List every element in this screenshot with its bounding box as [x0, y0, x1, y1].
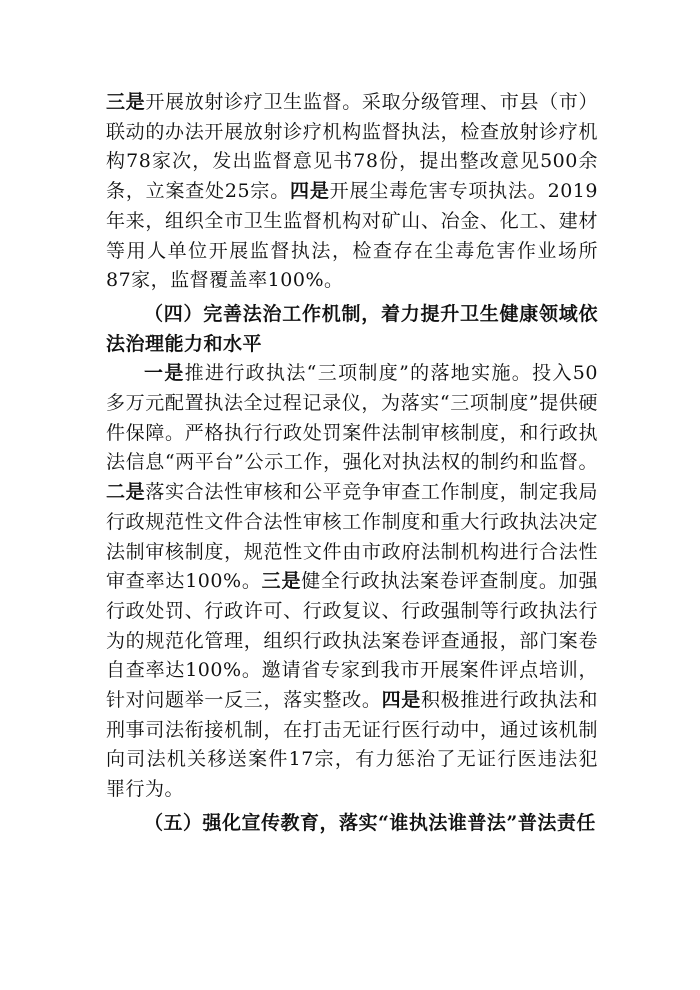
section-heading-4: （四）完善法治工作机制，着力提升卫生健康领域依法治理能力和水平	[106, 302, 598, 355]
spacer	[106, 296, 598, 298]
paragraph-radiation-dust	[106, 88, 598, 296]
text-criminal-linkage: 积极推进行政执法和刑事司法衔接机制，在打击无证行医行动中，通过该机制向司法机关移送案件17宗，有力惩治了无证行医违法犯罪行为。	[106, 689, 598, 801]
text-legality-review: 落实合法性审核和公平竞争审查工作制度，制定我局行政规范性文件合法性审核工作制度和重大行政执法决定法制审核制度，规范性文件由市政府法制机构进行合法性审查率达100%。	[106, 481, 598, 593]
text-radiation-supervision: 开展放射诊疗卫生监督。采取分级管理、市县（市）联动的办法开展放射诊疗机构监督执法，检查放射诊疗机构78家次，发出监督意见书78份，提出整改意见500余条，立案查处25宗。	[106, 91, 598, 203]
text-three-systems: 推进行政执法“三项制度”的落地实施。投入50多万元配置执法全过程记录仪，为落实“三项制度”提供硬件保障。严格执行行政处罚案件法制审核制度，和行政执法信息“两平台”公示工作，强化对执法权的制约和监督。	[106, 362, 598, 474]
paragraph-legal-mechanism	[106, 359, 598, 805]
lead-four: 四是	[381, 689, 421, 712]
lead-one: 一是	[144, 362, 185, 385]
lead-four: 四是	[290, 180, 330, 203]
lead-two: 二是	[106, 481, 146, 504]
text-dust-enforcement: 开展尘毒危害专项执法。2019年来，组织全市卫生监督机构对矿山、冶金、化工、建材等用人单位开展监督执法，检查存在尘毒危害作业场所87家，监督覆盖率100%。	[106, 180, 598, 292]
spacer	[106, 805, 598, 807]
text-case-review: 健全行政执法案卷评查制度。加强行政处罚、行政许可、行政复议、行政强制等行政执法行为的规范化管理，组织行政执法案卷评查通报，部门案卷自查率达100%。邀请省专家到我市开展案件评点培训，针对问题举一反三，落实整改。	[106, 570, 598, 712]
lead-three: 三是	[106, 91, 146, 113]
lead-three: 三是	[261, 570, 302, 593]
section-heading-5: （五）强化宣传教育，落实“谁执法谁普法”普法责任	[144, 811, 596, 834]
document-body	[106, 88, 598, 839]
